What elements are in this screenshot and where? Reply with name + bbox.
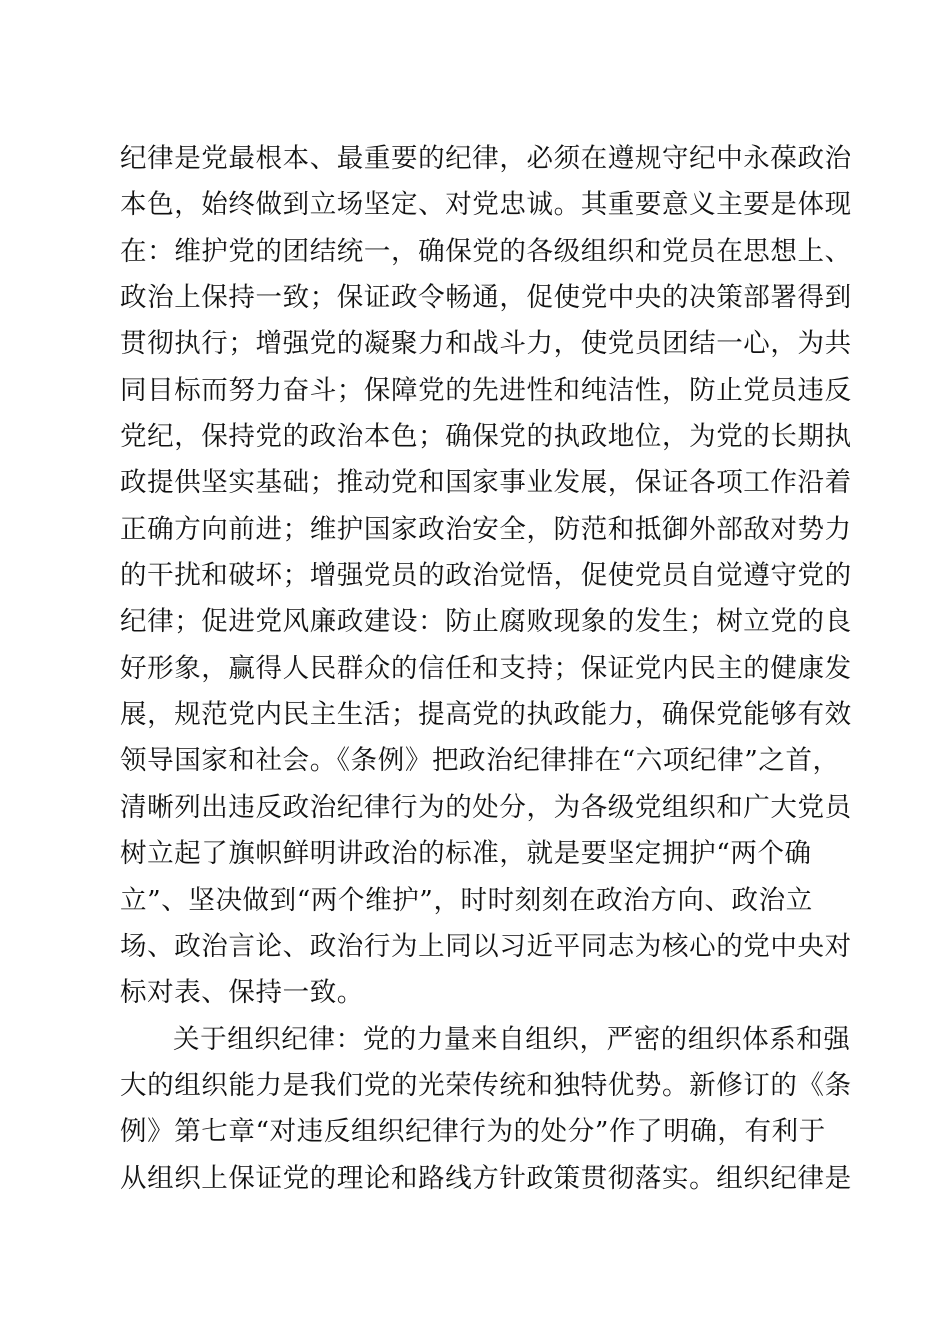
text-line: 正确方向前进；维护国家政治安全，防范和抵御外部敌对势力 bbox=[120, 513, 852, 545]
text-line: 标对表、保持一致。 bbox=[120, 977, 364, 1009]
text-line: 立”、坚决做到“两个维护”，时时刻刻在政治方向、政治立 bbox=[120, 884, 813, 916]
text-line: 在：维护党的团结统一，确保党的各级组织和党员在思想上、 bbox=[120, 235, 852, 267]
text-line: 本色，始终做到立场坚定、对党忠诚。其重要意义主要是体现 bbox=[120, 189, 852, 221]
text-line: 从组织上保证党的理论和路线方针政策贯彻落实。组织纪律是 bbox=[120, 1162, 852, 1194]
body-text bbox=[120, 136, 852, 1202]
text-line: 政治上保持一致；保证政令畅通，促使党中央的决策部署得到 bbox=[120, 282, 852, 314]
text-line: 清晰列出违反政治纪律行为的处分，为各级党组织和广大党员 bbox=[120, 791, 852, 823]
text-line: 好形象，赢得人民群众的信任和支持；保证党内民主的健康发 bbox=[120, 652, 852, 684]
text-line: 党纪，保持党的政治本色；确保党的执政地位，为党的长期执 bbox=[120, 421, 852, 453]
text-line: 同目标而努力奋斗；保障党的先进性和纯洁性，防止党员违反 bbox=[120, 374, 852, 406]
text-line: 展，规范党内民主生活；提高党的执政能力，确保党能够有效 bbox=[120, 699, 852, 731]
text-line: 例》第七章“对违反组织纪律行为的处分”作了明确，有利于 bbox=[120, 1116, 826, 1148]
paragraph-start-line: 关于组织纪律：党的力量来自组织，严密的组织体系和强 bbox=[173, 1023, 851, 1055]
text-line: 树立起了旗帜鲜明讲政治的标准，就是要坚定拥护“两个确 bbox=[120, 838, 812, 870]
text-line: 纪律；促进党风廉政建设：防止腐败现象的发生；树立党的良 bbox=[120, 606, 852, 638]
text-line: 政提供坚实基础；推动党和国家事业发展，保证各项工作沿着 bbox=[120, 467, 852, 499]
text-line: 的干扰和破坏；增强党员的政治觉悟，促使党员自觉遵守党的 bbox=[120, 560, 852, 592]
text-line: 领导国家和社会。《条例》把政治纪律排在“六项纪律”之首， bbox=[120, 745, 840, 777]
text-line: 大的组织能力是我们党的光荣传统和独特优势。新修订的《条 bbox=[120, 1069, 852, 1101]
text-line: 场、政治言论、政治行为上同以习近平同志为核心的党中央对 bbox=[120, 930, 852, 962]
text-line: 贯彻执行；增强党的凝聚力和战斗力，使党员团结一心，为共 bbox=[120, 328, 852, 360]
text-line: 纪律是党最根本、最重要的纪律，必须在遵规守纪中永葆政治 bbox=[120, 143, 852, 174]
